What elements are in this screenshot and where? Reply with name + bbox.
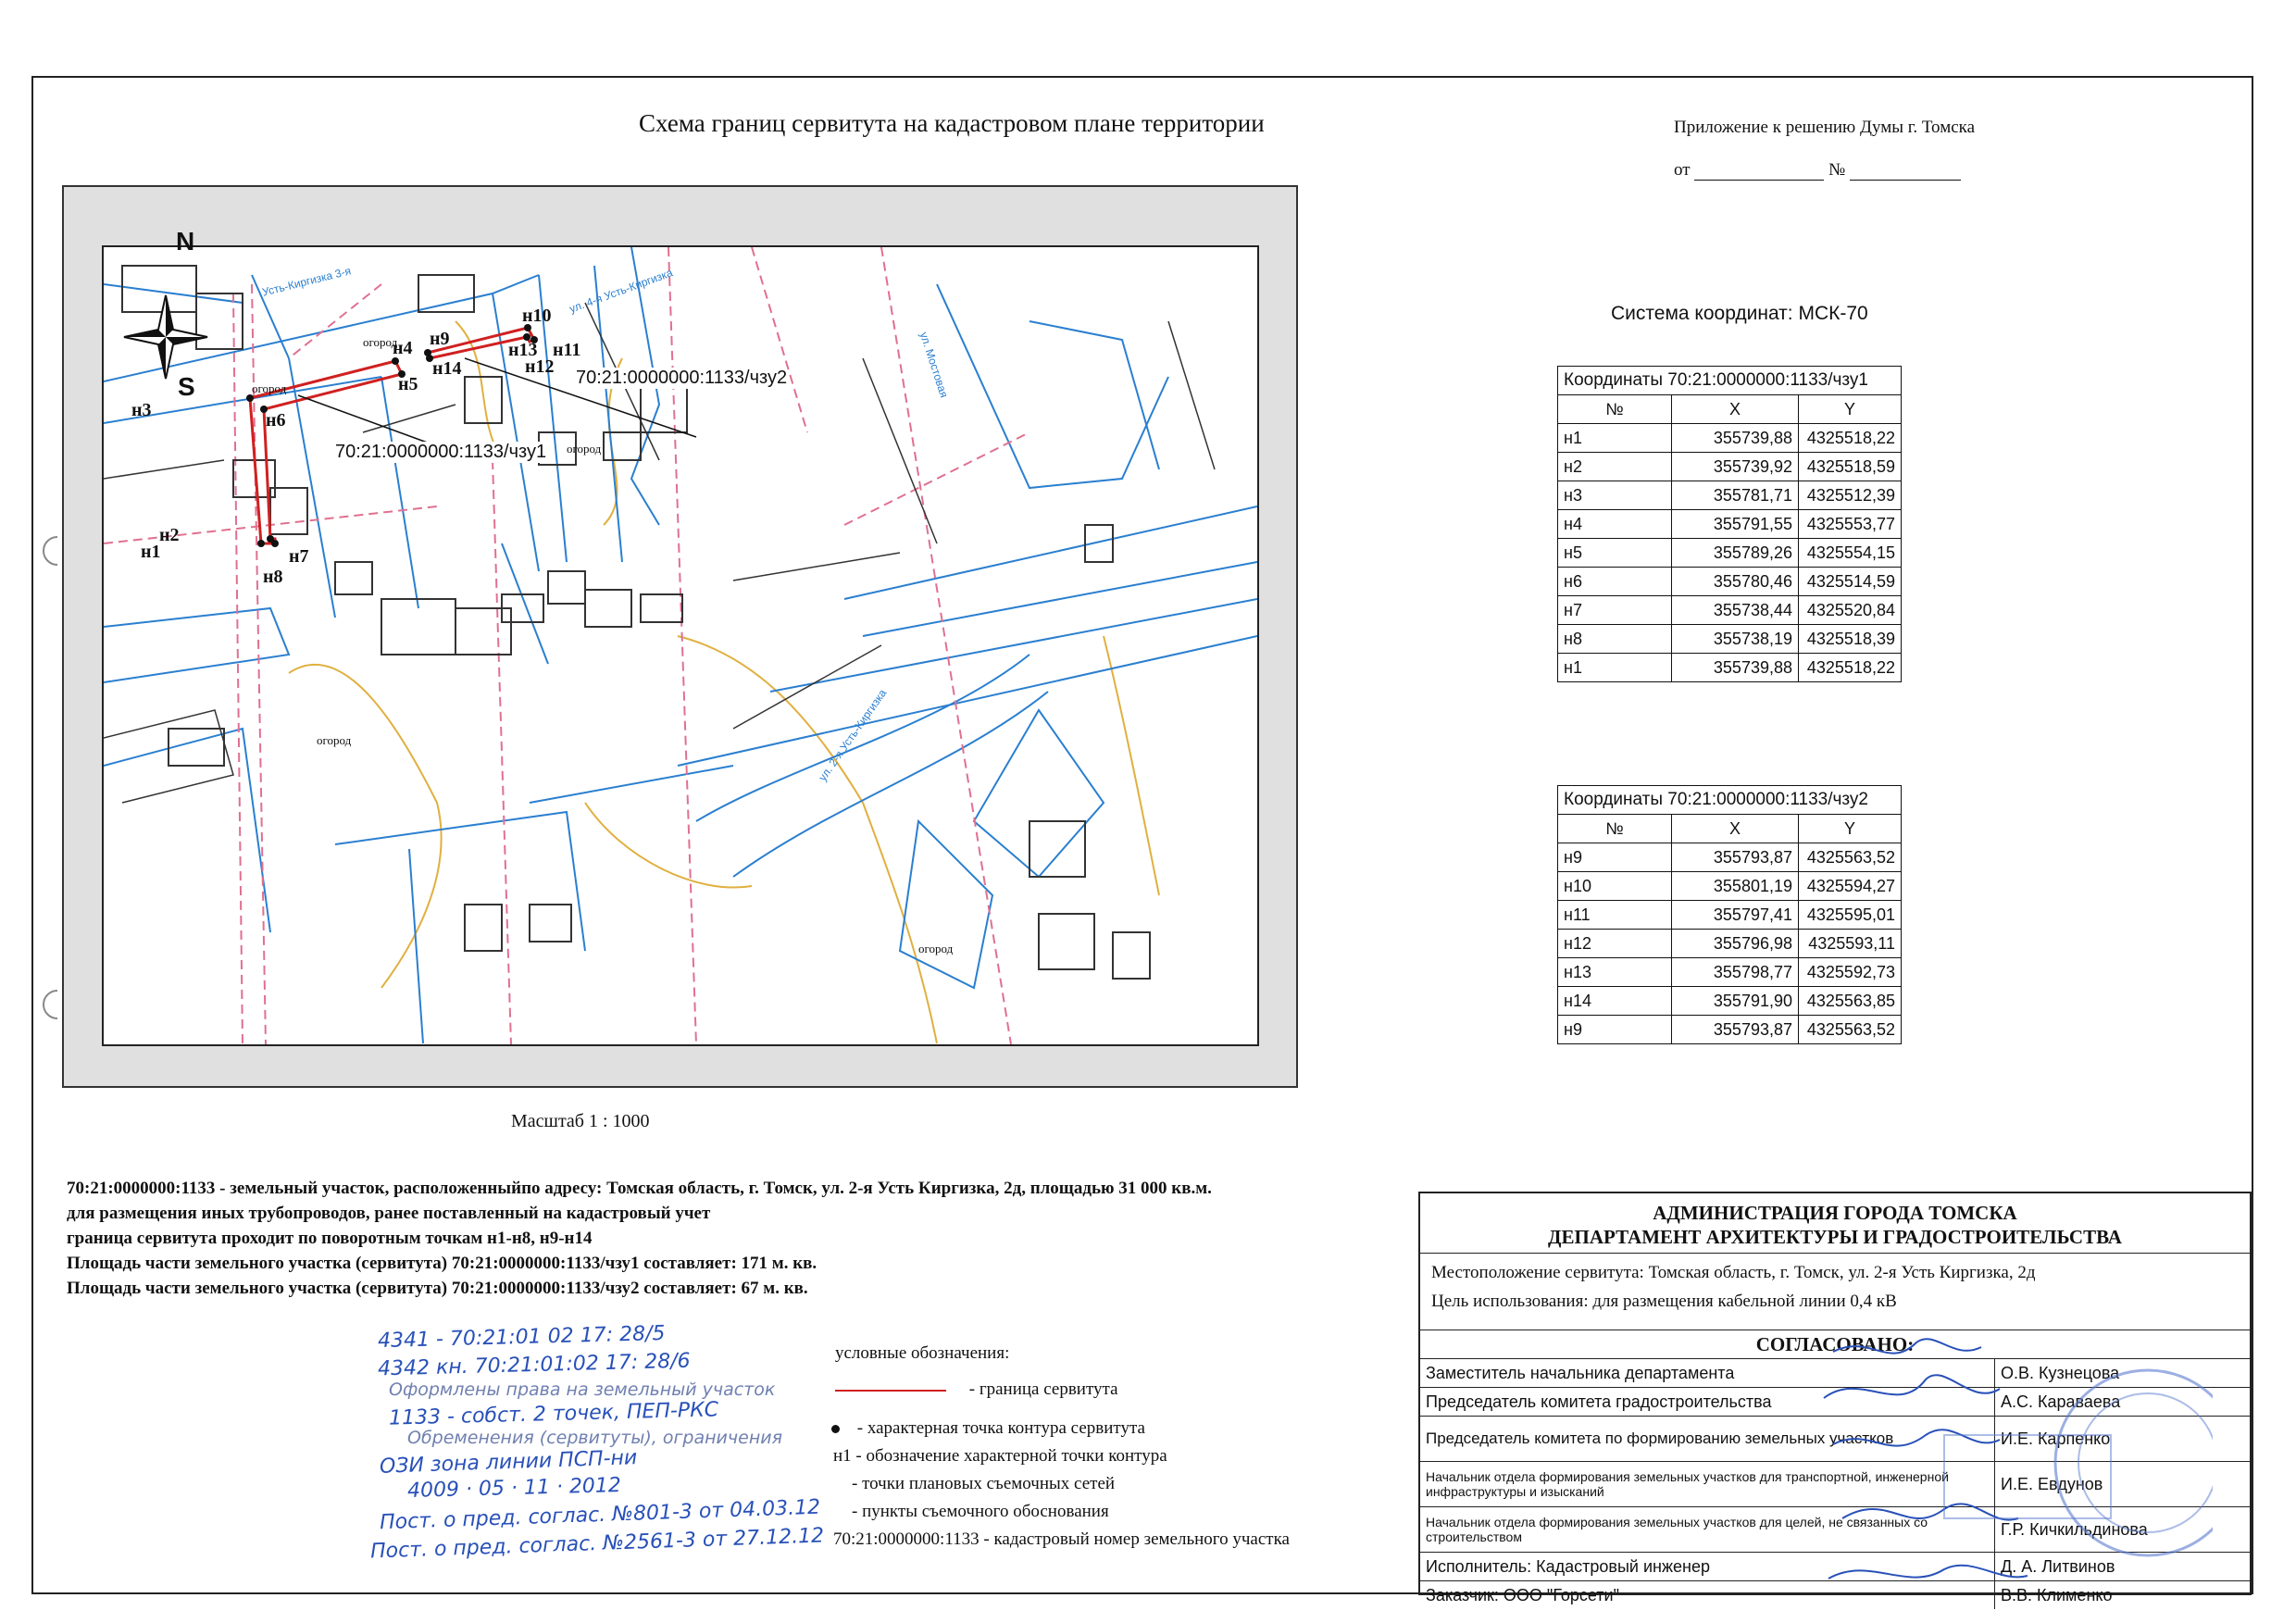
cell-x: 355789,26 — [1672, 539, 1799, 568]
map-text: огород — [918, 942, 954, 955]
legend-point — [831, 1418, 1145, 1439]
appendix-number-label: № — [1828, 160, 1846, 180]
stamp — [1842, 1361, 2213, 1583]
map-text: огород — [363, 335, 398, 349]
map-text: огород — [317, 733, 352, 747]
appendix-label: Приложение к решению Думы г. Томска — [1674, 118, 1976, 137]
column-header: Y — [1799, 395, 1902, 424]
signer-name: О.В. Кузнецова — [2001, 1363, 2120, 1382]
signer-position: Председатель комитета по формированию земельных участков — [1420, 1417, 1995, 1461]
cell-y: 4325563,52 — [1799, 1016, 1902, 1044]
handwritten-note: 4009 · 05 · 11 · 2012 — [406, 1473, 622, 1504]
signer-position: Начальник отдела формирования земельных участков для транспортной, инженерной инфраструктуры и изысканий — [1420, 1462, 1995, 1506]
cell-y: 4325512,39 — [1799, 481, 1902, 510]
table-row — [1558, 987, 1902, 1016]
point-label: н11 — [553, 340, 581, 360]
signer-position: Заказчик: ООО "Горсети" — [1420, 1581, 1995, 1609]
document-title: Схема границ сервитута на кадастровом плане территории — [639, 109, 1265, 137]
coords-table-zu2 — [1557, 785, 1902, 1044]
point-label: н6 — [266, 410, 286, 431]
handwritten-note: 4342 кн. 70:21:01:02 17: 28/6 — [377, 1349, 691, 1381]
cell-y: 4325518,39 — [1799, 625, 1902, 654]
column-header: Y — [1799, 815, 1902, 843]
point-label: н4 — [393, 338, 413, 358]
servitude-info — [1420, 1254, 2250, 1330]
table-row — [1558, 481, 1902, 510]
table-row — [1558, 872, 1902, 901]
signer-position: Начальник отдела формирования земельных участков для целей, не связанных со строительством — [1420, 1507, 1995, 1552]
cell-y: 4325518,22 — [1799, 654, 1902, 682]
table-row — [1558, 958, 1902, 987]
column-header: X — [1672, 395, 1799, 424]
boundary-swatch — [835, 1390, 946, 1392]
cell-n: н1 — [1558, 654, 1672, 682]
handwritten-note: Пост. о пред. соглас. №801-3 от 04.03.12 — [379, 1495, 821, 1535]
label-zu2: 70:21:0000000:1133/чзу2 — [576, 368, 788, 388]
cell-n: н8 — [1558, 625, 1672, 654]
legend-text: - обозначение характерной точки контура — [855, 1446, 1167, 1466]
cell-y: 4325520,84 — [1799, 596, 1902, 625]
description-line: граница сервитута проходит по поворотным точкам н1-н8, н9-н14 — [67, 1229, 593, 1248]
signer-name: А.С. Караваева — [2001, 1392, 2121, 1411]
label-zu1: 70:21:0000000:1133/чзу1 — [335, 442, 547, 462]
point-label: н2 — [159, 525, 180, 545]
cadastral-map — [102, 245, 1259, 1046]
cell-n: н6 — [1558, 568, 1672, 596]
point-label: н8 — [263, 567, 283, 587]
cell-x: 355793,87 — [1672, 1016, 1799, 1044]
agreed-label: СОГЛАСОВАНО: — [1420, 1330, 2250, 1359]
legend-survey-base — [852, 1502, 1109, 1522]
signer-name: И.Е. Карпенко — [2001, 1429, 2111, 1448]
legend-key: н1 — [833, 1446, 852, 1466]
legend-text: - характерная точка контура сервитута — [856, 1418, 1145, 1438]
handwritten-note: 4341 - 70:21:01 02 17: 28/5 — [377, 1321, 666, 1354]
table-row — [1558, 539, 1902, 568]
point-label: н14 — [432, 358, 462, 379]
handwritten-note: Оформлены права на земельный участок — [389, 1380, 776, 1400]
servitude-location: Местоположение сервитута: Томская область, г. Томск, ул. 2-я Усть Киргизка, 2д — [1431, 1263, 2036, 1282]
cell-n: н5 — [1558, 539, 1672, 568]
table-row — [1558, 901, 1902, 930]
point-label: н13 — [508, 340, 538, 360]
table-row — [1558, 568, 1902, 596]
handwritten-note: ОЗИ зона линии ПСП-ни — [379, 1446, 638, 1479]
appendix-date-number — [1674, 160, 1961, 181]
legend-boundary — [835, 1380, 1118, 1400]
street-label: Усть-Киргизка 3-я — [260, 264, 353, 299]
cell-n: н11 — [1558, 901, 1672, 930]
legend-title: условные обозначения: — [835, 1343, 1010, 1363]
point-label: н7 — [289, 546, 309, 567]
signer-name: И.Е. Евдунов — [2001, 1474, 2103, 1493]
coords-table-zu1 — [1557, 366, 1902, 682]
cell-y: 4325592,73 — [1799, 958, 1902, 987]
point-marker-icon — [831, 1425, 840, 1433]
cell-x: 355791,55 — [1672, 510, 1799, 539]
appendix-from-label: от — [1674, 160, 1691, 180]
punch-holes — [37, 528, 65, 1028]
handwritten-note: Обременения (сервитуты), ограничения — [407, 1428, 783, 1448]
cell-n: н7 — [1558, 596, 1672, 625]
cell-x: 355739,92 — [1672, 453, 1799, 481]
cell-x: 355798,77 — [1672, 958, 1799, 987]
appendix-number-line — [1850, 163, 1961, 181]
handwritten-note: 1133 - собст. 2 точек, ПЕП-РКС — [388, 1398, 719, 1430]
approval-header — [1420, 1193, 2250, 1254]
cell-y: 4325518,22 — [1799, 424, 1902, 453]
point-label: н5 — [398, 374, 418, 394]
street-label: ул. Мостовая — [917, 330, 951, 400]
cell-x: 355791,90 — [1672, 987, 1799, 1016]
table-row — [1558, 625, 1902, 654]
cell-n: н10 — [1558, 872, 1672, 901]
department-name: ДЕПАРТАМЕНТ АРХИТЕКТУРЫ И ГРАДОСТРОИТЕЛЬСТВА — [1548, 1226, 2122, 1248]
appendix-date-line — [1694, 163, 1824, 181]
cell-y: 4325553,77 — [1799, 510, 1902, 539]
cell-y: 4325514,59 — [1799, 568, 1902, 596]
legend-text: - точки плановых съемочных сетей — [852, 1474, 1116, 1493]
table-caption: Координаты 70:21:0000000:1133/чзу2 — [1558, 786, 1902, 815]
description-line: Площадь части земельного участка (сервитута) 70:21:0000000:1133/чзу2 составляет: 67 м. кв. — [67, 1279, 808, 1298]
cell-x: 355780,46 — [1672, 568, 1799, 596]
legend-point-label — [833, 1446, 1167, 1467]
signer-name: Г.Р. Кичкильдинова — [2001, 1519, 2148, 1539]
cell-x: 355738,44 — [1672, 596, 1799, 625]
table-row — [1558, 930, 1902, 958]
description-line: Площадь части земельного участка (сервитута) 70:21:0000000:1133/чзу1 составляет: 171 м. кв. — [67, 1254, 817, 1273]
table-row — [1558, 843, 1902, 872]
point-label: н12 — [525, 356, 555, 377]
cell-n: н14 — [1558, 987, 1672, 1016]
parcel-description — [67, 1176, 1212, 1301]
cell-x: 355781,71 — [1672, 481, 1799, 510]
table-row — [1558, 453, 1902, 481]
org-name: АДМИНИСТРАЦИЯ ГОРОДА ТОМСКА — [1653, 1202, 2017, 1224]
signer-position: Заместитель начальника департамента — [1420, 1359, 1995, 1387]
point-label: н10 — [522, 306, 552, 326]
cell-x: 355797,41 — [1672, 901, 1799, 930]
handwritten-note: Пост. о пред. соглас. №2561-3 от 27.12.12 — [369, 1524, 825, 1564]
cell-n: н3 — [1558, 481, 1672, 510]
description-line: 70:21:0000000:1133 - земельный участок, расположенныйпо адресу: Томская область, г. Томск, ул. 2-я Усть Киргизка, 2д, площадью 31 000 кв.м. — [67, 1179, 1212, 1198]
map-scale: Масштаб 1 : 1000 — [511, 1111, 650, 1131]
street-label: ул. 2-я Усть-Киргизка — [816, 686, 890, 784]
map-text: огород — [567, 442, 602, 456]
cell-x: 355796,98 — [1672, 930, 1799, 958]
cell-y: 4325563,52 — [1799, 843, 1902, 872]
cell-x: 355739,88 — [1672, 654, 1799, 682]
cell-n: н9 — [1558, 1016, 1672, 1044]
table-row — [1558, 510, 1902, 539]
contour-lines — [289, 321, 1159, 1043]
table-row — [1558, 424, 1902, 453]
cell-y: 4325518,59 — [1799, 453, 1902, 481]
map-text: огород — [252, 381, 287, 395]
cell-x: 355801,19 — [1672, 872, 1799, 901]
cell-n: н13 — [1558, 958, 1672, 987]
signer-position: Исполнитель: Кадастровый инженер — [1420, 1553, 1995, 1580]
cell-y: 4325595,01 — [1799, 901, 1902, 930]
utility-lines — [104, 247, 1029, 1044]
cell-x: 355738,19 — [1672, 625, 1799, 654]
legend-text: - пункты съемочного обоснования — [852, 1502, 1109, 1521]
north-label: N — [176, 227, 195, 256]
signer-name: Д. А. Литвинов — [2001, 1556, 2115, 1576]
cell-x: 355793,87 — [1672, 843, 1799, 872]
cell-n: н1 — [1558, 424, 1672, 453]
table-row — [1558, 1016, 1902, 1044]
cell-n: н2 — [1558, 453, 1672, 481]
table-row — [1558, 596, 1902, 625]
column-header: № — [1558, 815, 1672, 843]
table-row — [1558, 654, 1902, 682]
parcel-lines — [104, 247, 1257, 1043]
column-header: № — [1558, 395, 1672, 424]
street-label: ул. 4-я Усть-Киргизка — [568, 266, 675, 316]
legend-survey-points — [852, 1474, 1115, 1494]
signer-name: В.В. Клименко — [2001, 1585, 2113, 1604]
cell-y: 4325554,15 — [1799, 539, 1902, 568]
legend-text: - граница сервитута — [968, 1380, 1118, 1399]
legend-cad-number — [833, 1529, 1290, 1550]
point-label: н9 — [430, 329, 450, 349]
point-label: н1 — [141, 542, 161, 562]
servitude-purpose: Цель использования: для размещения кабельной линии 0,4 кВ — [1431, 1292, 1897, 1311]
cell-y: 4325594,27 — [1799, 872, 1902, 901]
cell-y: 4325563,85 — [1799, 987, 1902, 1016]
south-label: S — [178, 372, 195, 401]
compass-icon — [124, 295, 207, 379]
cell-n: н9 — [1558, 843, 1672, 872]
cell-n: н4 — [1558, 510, 1672, 539]
column-header: X — [1672, 815, 1799, 843]
coordinate-system: Система координат: МСК-70 — [1611, 303, 1868, 324]
signer-position: Председатель комитета градостроительства — [1420, 1388, 1995, 1416]
cell-y: 4325593,11 — [1799, 930, 1902, 958]
cell-x: 355739,88 — [1672, 424, 1799, 453]
table-caption: Координаты 70:21:0000000:1133/чзу1 — [1558, 367, 1902, 395]
cell-n: н12 — [1558, 930, 1672, 958]
point-label: н3 — [131, 400, 152, 420]
legend-text: 70:21:0000000:1133 - кадастровый номер земельного участка — [833, 1529, 1290, 1549]
description-line: для размещения иных трубопроводов, ранее поставленный на кадастровый учет — [67, 1204, 711, 1223]
